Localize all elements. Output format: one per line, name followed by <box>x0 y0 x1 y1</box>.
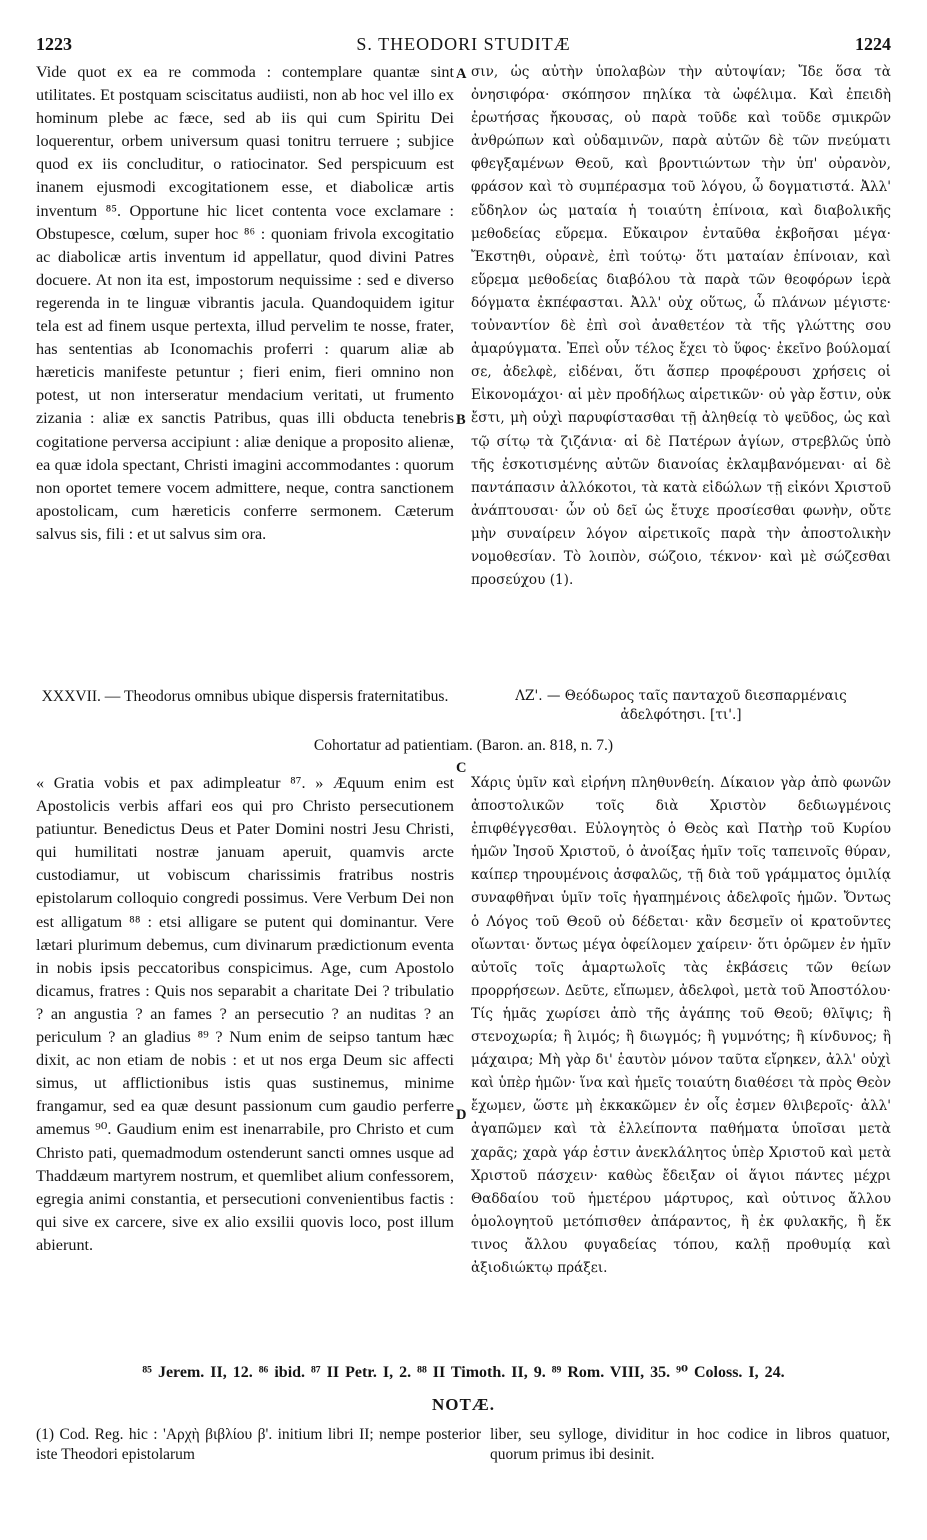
page-number-left: 1223 <box>36 34 72 54</box>
column-marker-d: D <box>456 1107 467 1123</box>
column-marker-a: A <box>456 66 467 82</box>
latin-text-part2: « Gratia vobis et pax adimpleatur ⁸⁷. » Æquum enim est Apostolicis verbis affari eos qui pro Christo persecutionem patiuntur. Benedictus Deus et Pater Domini nostri Jesu Christi, qui humilitati nostræ januam aperuit, quamvis arcte custodiamur, ut vobiscum charissimis fratribus nostris epistolarum colloquio congredi possimus. Vere Verbum Dei non est alligatum ⁸⁸ : etsi alligare se putent qui dominantur. Vere lætari plurimum debemus, cum divinarum prædictionum eventa in nobis ipsis peccatoribus conspicimus. Age, cum Apostolo dicamus, fratres : Quis nos separabit a charitate Dei ? tribulatio ? an angustia ? an fames ? an persecutio ? an nuditas ? an periculum ? an gladius ⁸⁹ ? Num enim de seipso tantum hæc dixit, ac non etiam de nobis : et ut nos erga Deum sic affecti simus, ut afflictionibus istis quas sustinemus, minime frangamur, sed ea quæ desunt passionum cum gaudio perferre amemus ⁹⁰. Gaudium enim est inenarrabile, pro Christo et cum Christo pati, quemadmodum ostenderunt sancti omnes usque ad Thaddæum martyrem nostrum, et quemlibet alium confessorem, egregia animi constantia, et persecutioni convenientibus factis : qui sive ex carcere, sive ex alio exsilii quovis loco, post illum abierunt. <box>36 774 454 1254</box>
page-header <box>36 34 891 60</box>
column-marker-b: B <box>456 412 466 428</box>
column-marker-c: C <box>456 760 467 776</box>
greek-section-title-text: ΛΖ'. — Θεόδωρος ταῖς πανταχοῦ διεσπαρμέναις ἀδελφότησι. [τι'.] <box>515 688 847 723</box>
latin-column-part1 <box>36 61 454 546</box>
page-number-right: 1224 <box>855 34 891 54</box>
notes-heading: NOTÆ. <box>431 1395 496 1414</box>
greek-text-part2: Χάρις ὑμῖν καὶ εἰρήνη πληθυνθείη. Δίκαιον γὰρ ἀπὸ φωνῶν ἀποστολικῶν τοῖς διὰ Χριστὸν δεδιωγμένοις ἐπιφθέγγεσθαι. Εὐλογητὸς ὁ Θεὸς καὶ Πατὴρ τοῦ Κυρίου ἡμῶν Ἰησοῦ Χριστοῦ, ὁ ἀνοίξας ἡμῖν τοῖς ταπεινοῖς θύραν, καίπερ τηρουμένοις ἀσφαλῶς, τῇ διὰ τοῦ γράμματος ὁμιλίᾳ συναφθῆναι ὑμῖν τοῖς ἠγαπημένοις ἀδελφοῖς ἡμῶν. Ὄντως ὁ Λόγος τοῦ Θεοῦ οὐ δέδεται· κἂν δεσμεῖν οἱ κρατοῦντες οἴωνται· ὄντως μέγα ὀφείλομεν χαίρειν· ὅτι ὁρῶμεν ἐν ἡμῖν αὐτοῖς τοῖς ἁμαρτωλοῖς τὰς ἐκβάσεις τῶν θείων προρρήσεων. Δεῦτε, εἴπωμεν, ἀδελφοὶ, μετὰ τοῦ Ἀποστόλου· Τίς ἡμᾶς χωρίσει ἀπὸ τῆς ἀγάπης τοῦ Θεοῦ; θλῖψις; ἢ στενοχωρία; ἢ λιμός; ἢ διωγμός; ἢ γυμνότης; ἢ κίνδυνος; ἢ μάχαιρα; Μὴ γὰρ δι' ἑαυτὸν μόνον ταῦτα εἴρηκεν, ἀλλ' οὐχὶ καὶ ὑπὲρ ἡμῶν· ἵνα καὶ ἡμεῖς τοιαύτη διαθέσει τὰ πρὸς Θεὸν ἔχωμεν, ὥστε μὴ ἐκκακῶμεν ἐν οἷς ἐσμεν θλιβεροῖς· ἀλλ' ἀγαπῶμεν καὶ τὰ ἐλλείποντα παθήματα ὑποῖσαι μετὰ χαρᾶς; χαρὰ γάρ ἐστιν ἀνεκλάλητος ὑπὲρ Χριστοῦ καὶ μετὰ Χριστοῦ πάσχειν· καθὼς ἔδειξαν οἱ ἅγιοι πάντες μέχρι Θαδδαίου τοῦ ἡμετέρου μάρτυρος, καὶ οὑτινος ἄλλου ὁμολογητοῦ μετόπισθεν ἀπάραντος, ἢ ἐκ φυλακῆς, ἢ ἔκ τινος ἄλλου φυγαδείας τόπου, καλῇ προθυμίᾳ καὶ ἀξιοδιώκτῳ πράξει. <box>471 775 891 1276</box>
cohortation-line: Cohortatur ad patientiam. (Baron. an. 818, n. 7.) <box>313 737 614 754</box>
running-title: S. THEODORI STUDITÆ <box>356 34 571 54</box>
footnotes: ⁸⁵ Jerem. II, 12. ⁸⁶ ibid. ⁸⁷ II Petr. I, 2. ⁸⁸ II Timoth. II, 9. ⁸⁹ Rom. VIII, 35. ⁹⁰ Coloss. I, 24. <box>142 1364 785 1381</box>
note-left: (1) Cod. Reg. hic : 'Αρχὴ βιβλίου β'. initium libri II; nempe posterior iste Theodori epistolarum <box>36 1426 481 1463</box>
latin-column-part2 <box>36 772 454 1257</box>
note-right: liber, seu sylloge, dividitur in hoc codice in libros quatuor, quorum primus ibi desinit. <box>490 1426 890 1463</box>
latin-section-title-text: XXXVII. — Theodorus omnibus ubique dispersis fraternitatibus. <box>41 688 449 705</box>
greek-column-part1 <box>471 61 891 592</box>
greek-column-part2 <box>471 772 891 1280</box>
latin-text-part1: Vide quot ex ea re commoda : contemplare quantæ sint utilitates. Et postquam sciscitatus audiisti, non ab hoc vel illo ex hominum plebe ac fæce, sed ab iis qui cum Spiritu Dei loquerentur, orbem universum quasi tonitru terruere ; subjice quod ex iis concluditur, o ratiocinator. Sed perspicuum est inanem ejusmodi excogitationem esse, et diabolicæ artis inventum ⁸⁵. Opportune hic licet contenta voce exclamare : Obstupesce, cœlum, super hoc ⁸⁶ : quoniam frivola excogitatio ac diabolicæ artis inventum id appellatur, quod divini Patres docuere. At non ita est, impostorum nequissime : sed e diverso regerenda in te linguæ vibrantis jacula. Quandoquidem igitur tela est ad finem usque pertexta, illud pervelim te nosse, frater, has sententias ab Iconomachis proferri : quarum aliæ ab hæreticis manifeste petuntur ; fieri enim, fieri omnino non potest, ut non interseratur mendacium veritati, ut frumento zizania : aliæ ex sanctis Patribus, quas illi obducta tenebris cogitatione perversa accipiunt : aliæ denique a proposito alienæ, ea quæ idola spectant, Christi imagini accommodantes : quorum non oportet temere vocem admittere, neque, contra sanctionem apostolicam, cum hæreticis conferre sermonem. Cæterum salvus sis, fili : et ut salvus sim ora. <box>36 63 454 543</box>
greek-text-part1: σιν, ὡς αὐτὴν ὑπολαβὼν τὴν αὐτοψίαν; Ἴδε ὅσα τὰ ὀνησιφόρα· σκόπησον πηλίκα τὰ ὠφέλιμα. Καὶ ἐπειδὴ ἐρωτήσας ἤκουσας, οὐ παρὰ τοῦδε καὶ τοῦδε σμικρῶν ἀνθρώπων καὶ οὐδαμινῶν, παρὰ αὐτῶν δὲ τῶν πνεύματι φθεγξαμένων Θεοῦ, καὶ βροντιώντων τὴν ὑπ' οὐρανὸν, φράσον καὶ τὸ συμπέρασμα τοῦ λόγου, ὦ δογματιστά. Ἀλλ' εὔδηλον ὡς ματαία ἡ τοιαύτη ἐπίνοια, καὶ διαβολικῆς μεθοδείας εὕρεμα. Εὔκαιρον ἐνταῦθα ἐκβοῆσαι μέγα· Ἔκστηθι, οὐρανὲ, ἐπὶ τούτῳ· ὅτι ματαίαν ἐπίνοιαν, καὶ εὕρεμα μεθοδείας διαβόλου τὰ παρὰ τῶν θεοφόρων ἱερὰ δόγματα ἐκπέφασται. Ἀλλ' οὐχ οὕτως, ὦ πλάνων μέγιστε· τοὐναντίον δὲ ἐπὶ σοὶ ἀναθετέον τὰ τῆς γλώττης σου ἀμαρύγματα. Ἐπεὶ οὖν τέλος ἔχει τὸ ὕφος· ἐκεῖνο βούλομαί σε, ἀδελφὲ, εἰδέναι, ὅτι ἅσπερ προφέρουσι χρήσεις οἱ Εἰκονομάχοι· αἱ μὲν προδήλως αἱρετικῶν· οὐ γὰρ ἔστιν, οὐκ ἔστι, μὴ οὐχὶ παρυφίστασθαι τῇ ἀληθείᾳ τὸ ψεῦδος, ὡς καὶ τῷ σίτῳ τὰ ζιζάνια· αἱ δὲ Πατέρων ἁγίων, στρεβλῶς ὑπὸ τῆς ἐσκοτισμένης αὐτῶν διανοίας ἐκλαμβανόμεναι· αἱ δὲ παντάπασιν ἀλλόκοτοι, τὰ κατὰ εἰδώλων τῇ εἰκόνι Χριστοῦ ἀνάπτουσαι· ὧν οὐ δεῖ ὡς ἔτυχε προσίεσθαι φωνὴν, οὔτε μὴν συναίρειν λόγον αἱρετικοῖς παρὰ τὴν ἀποστολικὴν νομοθεσίαν. Τὸ λοιπὸν, σώζοιο, τέκνον· καὶ μὲ σώζεσθαι προσεύχου (1). <box>471 64 891 589</box>
greek-section-title <box>471 687 891 725</box>
latin-section-title <box>36 687 454 706</box>
